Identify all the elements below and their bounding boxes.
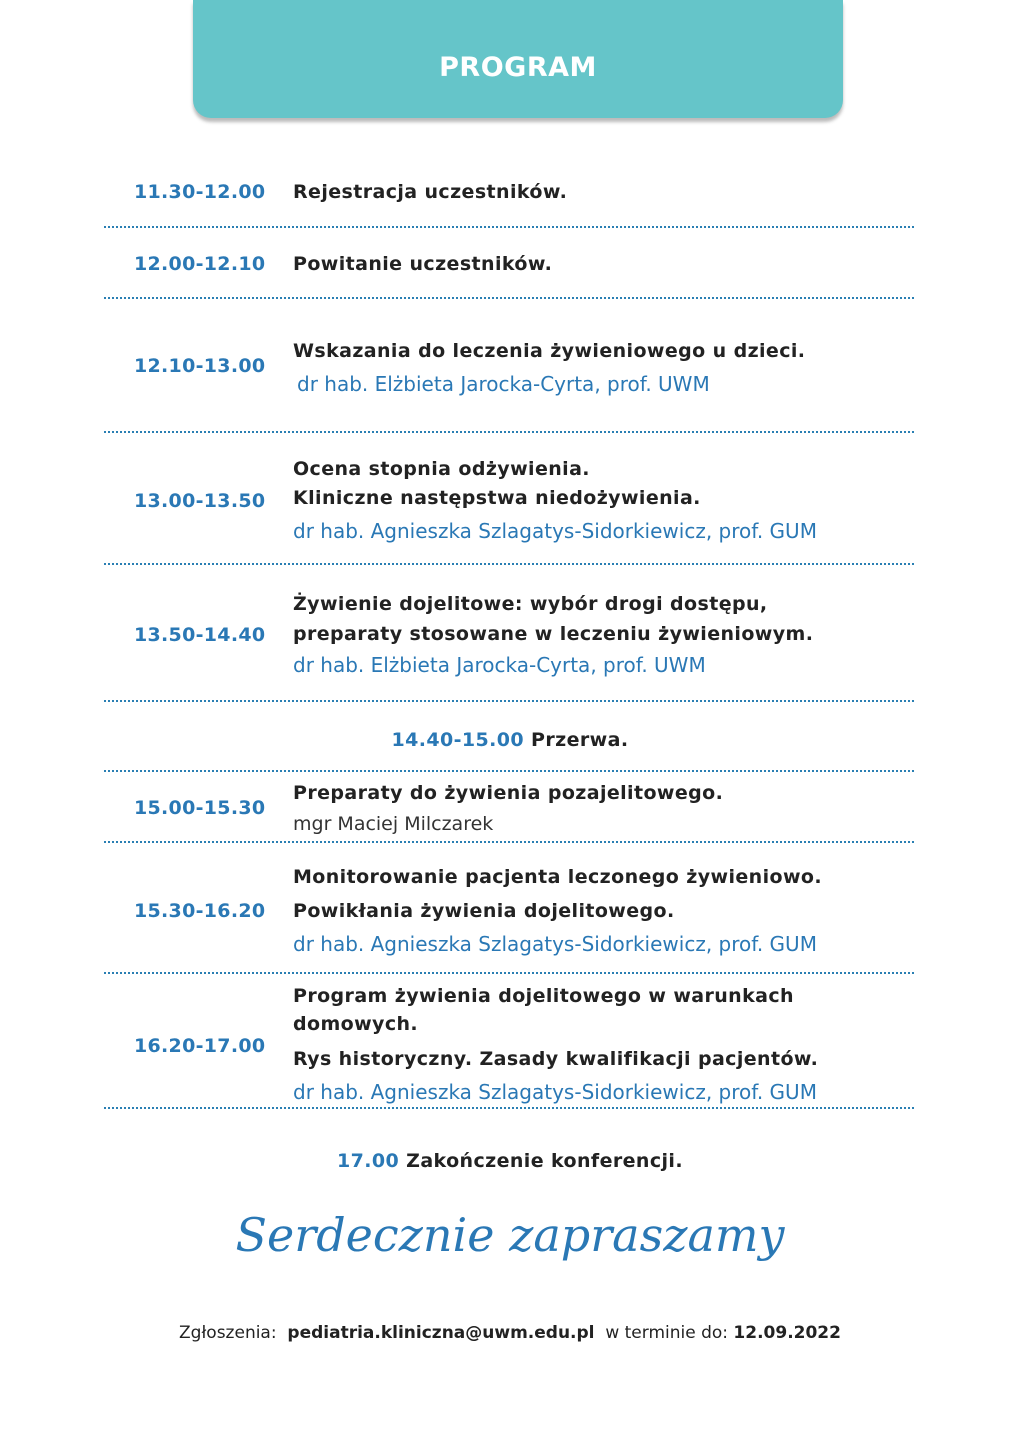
session-speaker: dr hab. Agnieszka Szlagatys-Sidorkiewicz, prof. GUM: [293, 1080, 817, 1104]
invitation-text: Serdecznie zapraszamy: [235, 1208, 785, 1262]
header-band: [193, 0, 843, 118]
dotted-separator: [104, 770, 914, 772]
closing-time: 17.00: [337, 1150, 400, 1172]
session-title: Kliniczne następstwa niedożywienia.: [293, 487, 701, 509]
session-title: Rys historyczny. Zasady kwalifikacji pacjentów.: [293, 1048, 819, 1070]
break-label: Przerwa.: [531, 729, 629, 751]
session-title: Żywienie dojelitowe: wybór drogi dostępu,: [293, 593, 768, 615]
footer-deadline: 12.09.2022: [733, 1323, 841, 1343]
dotted-separator: [104, 1107, 914, 1109]
footer-deadline-label: w terminie do:: [605, 1323, 729, 1343]
session-speaker: mgr Maciej Milczarek: [293, 813, 494, 835]
session-speaker: dr hab. Agnieszka Szlagatys-Sidorkiewicz, prof. GUM: [293, 932, 817, 956]
dotted-separator: [104, 841, 914, 843]
closing-label: Zakończenie konferencji.: [406, 1150, 683, 1172]
session-time: 11.30-12.00: [134, 181, 266, 203]
session-time: 13.50-14.40: [134, 624, 266, 646]
session-time: 15.30-16.20: [134, 900, 266, 922]
session-speaker: dr hab. Elżbieta Jarocka-Cyrta, prof. UWM: [297, 372, 710, 396]
break-line: [0, 729, 1020, 751]
footer-label: Zgłoszenia:: [179, 1323, 277, 1343]
session-title: domowych.: [293, 1013, 419, 1035]
session-time: 15.00-15.30: [134, 797, 266, 819]
break-time: 14.40-15.00: [391, 729, 525, 751]
session-time: 12.00-12.10: [134, 253, 266, 275]
session-speaker: dr hab. Agnieszka Szlagatys-Sidorkiewicz, prof. GUM: [293, 519, 817, 543]
session-time: 13.00-13.50: [134, 490, 266, 512]
dotted-separator: [104, 297, 914, 299]
dotted-separator: [104, 972, 914, 974]
dotted-separator: [104, 226, 914, 228]
dotted-separator: [104, 563, 914, 565]
dotted-separator: [104, 431, 914, 433]
session-title: Powitanie uczestników.: [293, 253, 553, 275]
session-title: Monitorowanie pacjenta leczonego żywieniowo.: [293, 866, 822, 888]
session-title: Program żywienia dojelitowego w warunkach: [293, 985, 794, 1007]
dotted-separator: [104, 700, 914, 702]
session-time: 16.20-17.00: [134, 1035, 266, 1057]
session-title: preparaty stosowane w leczeniu żywieniowym.: [293, 623, 814, 645]
session-title: Rejestracja uczestników.: [293, 181, 568, 203]
closing-line: [0, 1150, 1020, 1172]
session-title: Powikłania żywienia dojelitowego.: [293, 900, 675, 922]
page-title: PROGRAM: [439, 52, 597, 83]
session-title: Preparaty do żywienia pozajelitowego.: [293, 782, 724, 804]
footer: [0, 1323, 1020, 1343]
session-title: Ocena stopnia odżywienia.: [293, 458, 590, 480]
session-title: Wskazania do leczenia żywieniowego u dzieci.: [293, 340, 806, 362]
session-speaker: dr hab. Elżbieta Jarocka-Cyrta, prof. UWM: [293, 653, 706, 677]
session-time: 12.10-13.00: [134, 355, 266, 377]
footer-email[interactable]: pediatria.kliniczna@uwm.edu.pl: [287, 1323, 595, 1343]
